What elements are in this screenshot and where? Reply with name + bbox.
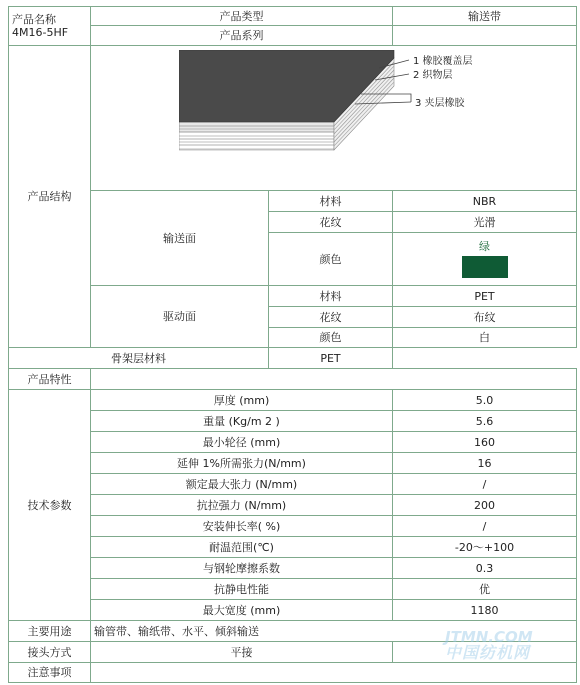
conveying-color-cell <box>393 233 577 286</box>
param-value: 160 <box>393 432 577 453</box>
param-name: 抗拉强力 (N/mm) <box>91 495 393 516</box>
conveying-surface-label: 输送面 <box>91 191 269 286</box>
features-label: 产品特性 <box>9 369 91 390</box>
conveying-pattern-value: 光滑 <box>393 212 577 233</box>
spec-table <box>8 6 577 683</box>
product-model: 4M16-5HF <box>12 26 69 39</box>
param-name: 最大宽度 (mm) <box>91 600 393 621</box>
notes-label: 注意事项 <box>9 663 91 683</box>
param-name: 额定最大张力 (N/mm) <box>91 474 393 495</box>
drive-material-value: PET <box>393 286 577 307</box>
param-value: 0.3 <box>393 558 577 579</box>
layer-label-1: 1 橡胶覆盖层 <box>413 56 473 67</box>
param-name: 重量 (Kg/m 2 ) <box>91 411 393 432</box>
conveying-material-value: NBR <box>393 191 577 212</box>
watermark-line-1: JTMN.COM <box>445 628 533 646</box>
product-spec-sheet <box>8 6 576 681</box>
features-value <box>91 369 577 390</box>
drive-pattern-label: 花纹 <box>269 307 393 328</box>
product-series-label: 产品系列 <box>91 26 393 46</box>
tech-params-label: 技术参数 <box>9 390 91 621</box>
product-type-value: 输送带 <box>393 7 577 26</box>
param-value: 5.0 <box>393 390 577 411</box>
drive-surface-label: 驱动面 <box>91 286 269 348</box>
layer-label-3: 3 夹层橡胶 <box>415 98 465 109</box>
skeleton-material-value: PET <box>269 348 393 369</box>
param-name: 耐温范围(℃) <box>91 537 393 558</box>
param-name: 与钢轮摩擦系数 <box>91 558 393 579</box>
structure-diagram-cell <box>91 46 577 191</box>
param-name: 最小轮径 (mm) <box>91 432 393 453</box>
param-value: 5.6 <box>393 411 577 432</box>
param-value: 优 <box>393 579 577 600</box>
drive-color-label: 颜色 <box>269 328 393 348</box>
param-name: 安装伸长率( %) <box>91 516 393 537</box>
param-value: 200 <box>393 495 577 516</box>
product-type-label: 产品类型 <box>91 7 393 26</box>
drive-color-value: 白 <box>393 328 577 348</box>
belt-structure-diagram <box>179 50 499 186</box>
conveying-pattern-label: 花纹 <box>269 212 393 233</box>
param-name: 延伸 1%所需张力(N/mm) <box>91 453 393 474</box>
layer-label-2: 2 织物层 <box>413 70 453 81</box>
param-value: 16 <box>393 453 577 474</box>
conveying-material-label: 材料 <box>269 191 393 212</box>
usage-value: 输管带、输纸带、水平、倾斜输送 <box>91 621 577 642</box>
conveying-color-value: 绿 <box>479 239 490 253</box>
product-series-value <box>393 26 577 46</box>
param-name: 抗静电性能 <box>91 579 393 600</box>
skeleton-material-label: 骨架层材料 <box>9 348 269 369</box>
product-name-label: 产品名称 <box>12 13 56 26</box>
color-swatch <box>462 256 508 278</box>
param-value: / <box>393 474 577 495</box>
conveying-color-label: 颜色 <box>269 233 393 286</box>
drive-pattern-value: 布纹 <box>393 307 577 328</box>
usage-label: 主要用途 <box>9 621 91 642</box>
param-value: 1180 <box>393 600 577 621</box>
joint-extra <box>393 642 577 663</box>
joint-value: 平接 <box>91 642 393 663</box>
product-name-cell <box>9 7 91 46</box>
param-name: 厚度 (mm) <box>91 390 393 411</box>
joint-label: 接头方式 <box>9 642 91 663</box>
watermark-line-2: 中国纺机网 <box>445 643 531 662</box>
param-value: / <box>393 516 577 537</box>
structure-label: 产品结构 <box>9 46 91 348</box>
drive-material-label: 材料 <box>269 286 393 307</box>
param-value: -20～+100 <box>393 537 577 558</box>
notes-value <box>91 663 577 683</box>
